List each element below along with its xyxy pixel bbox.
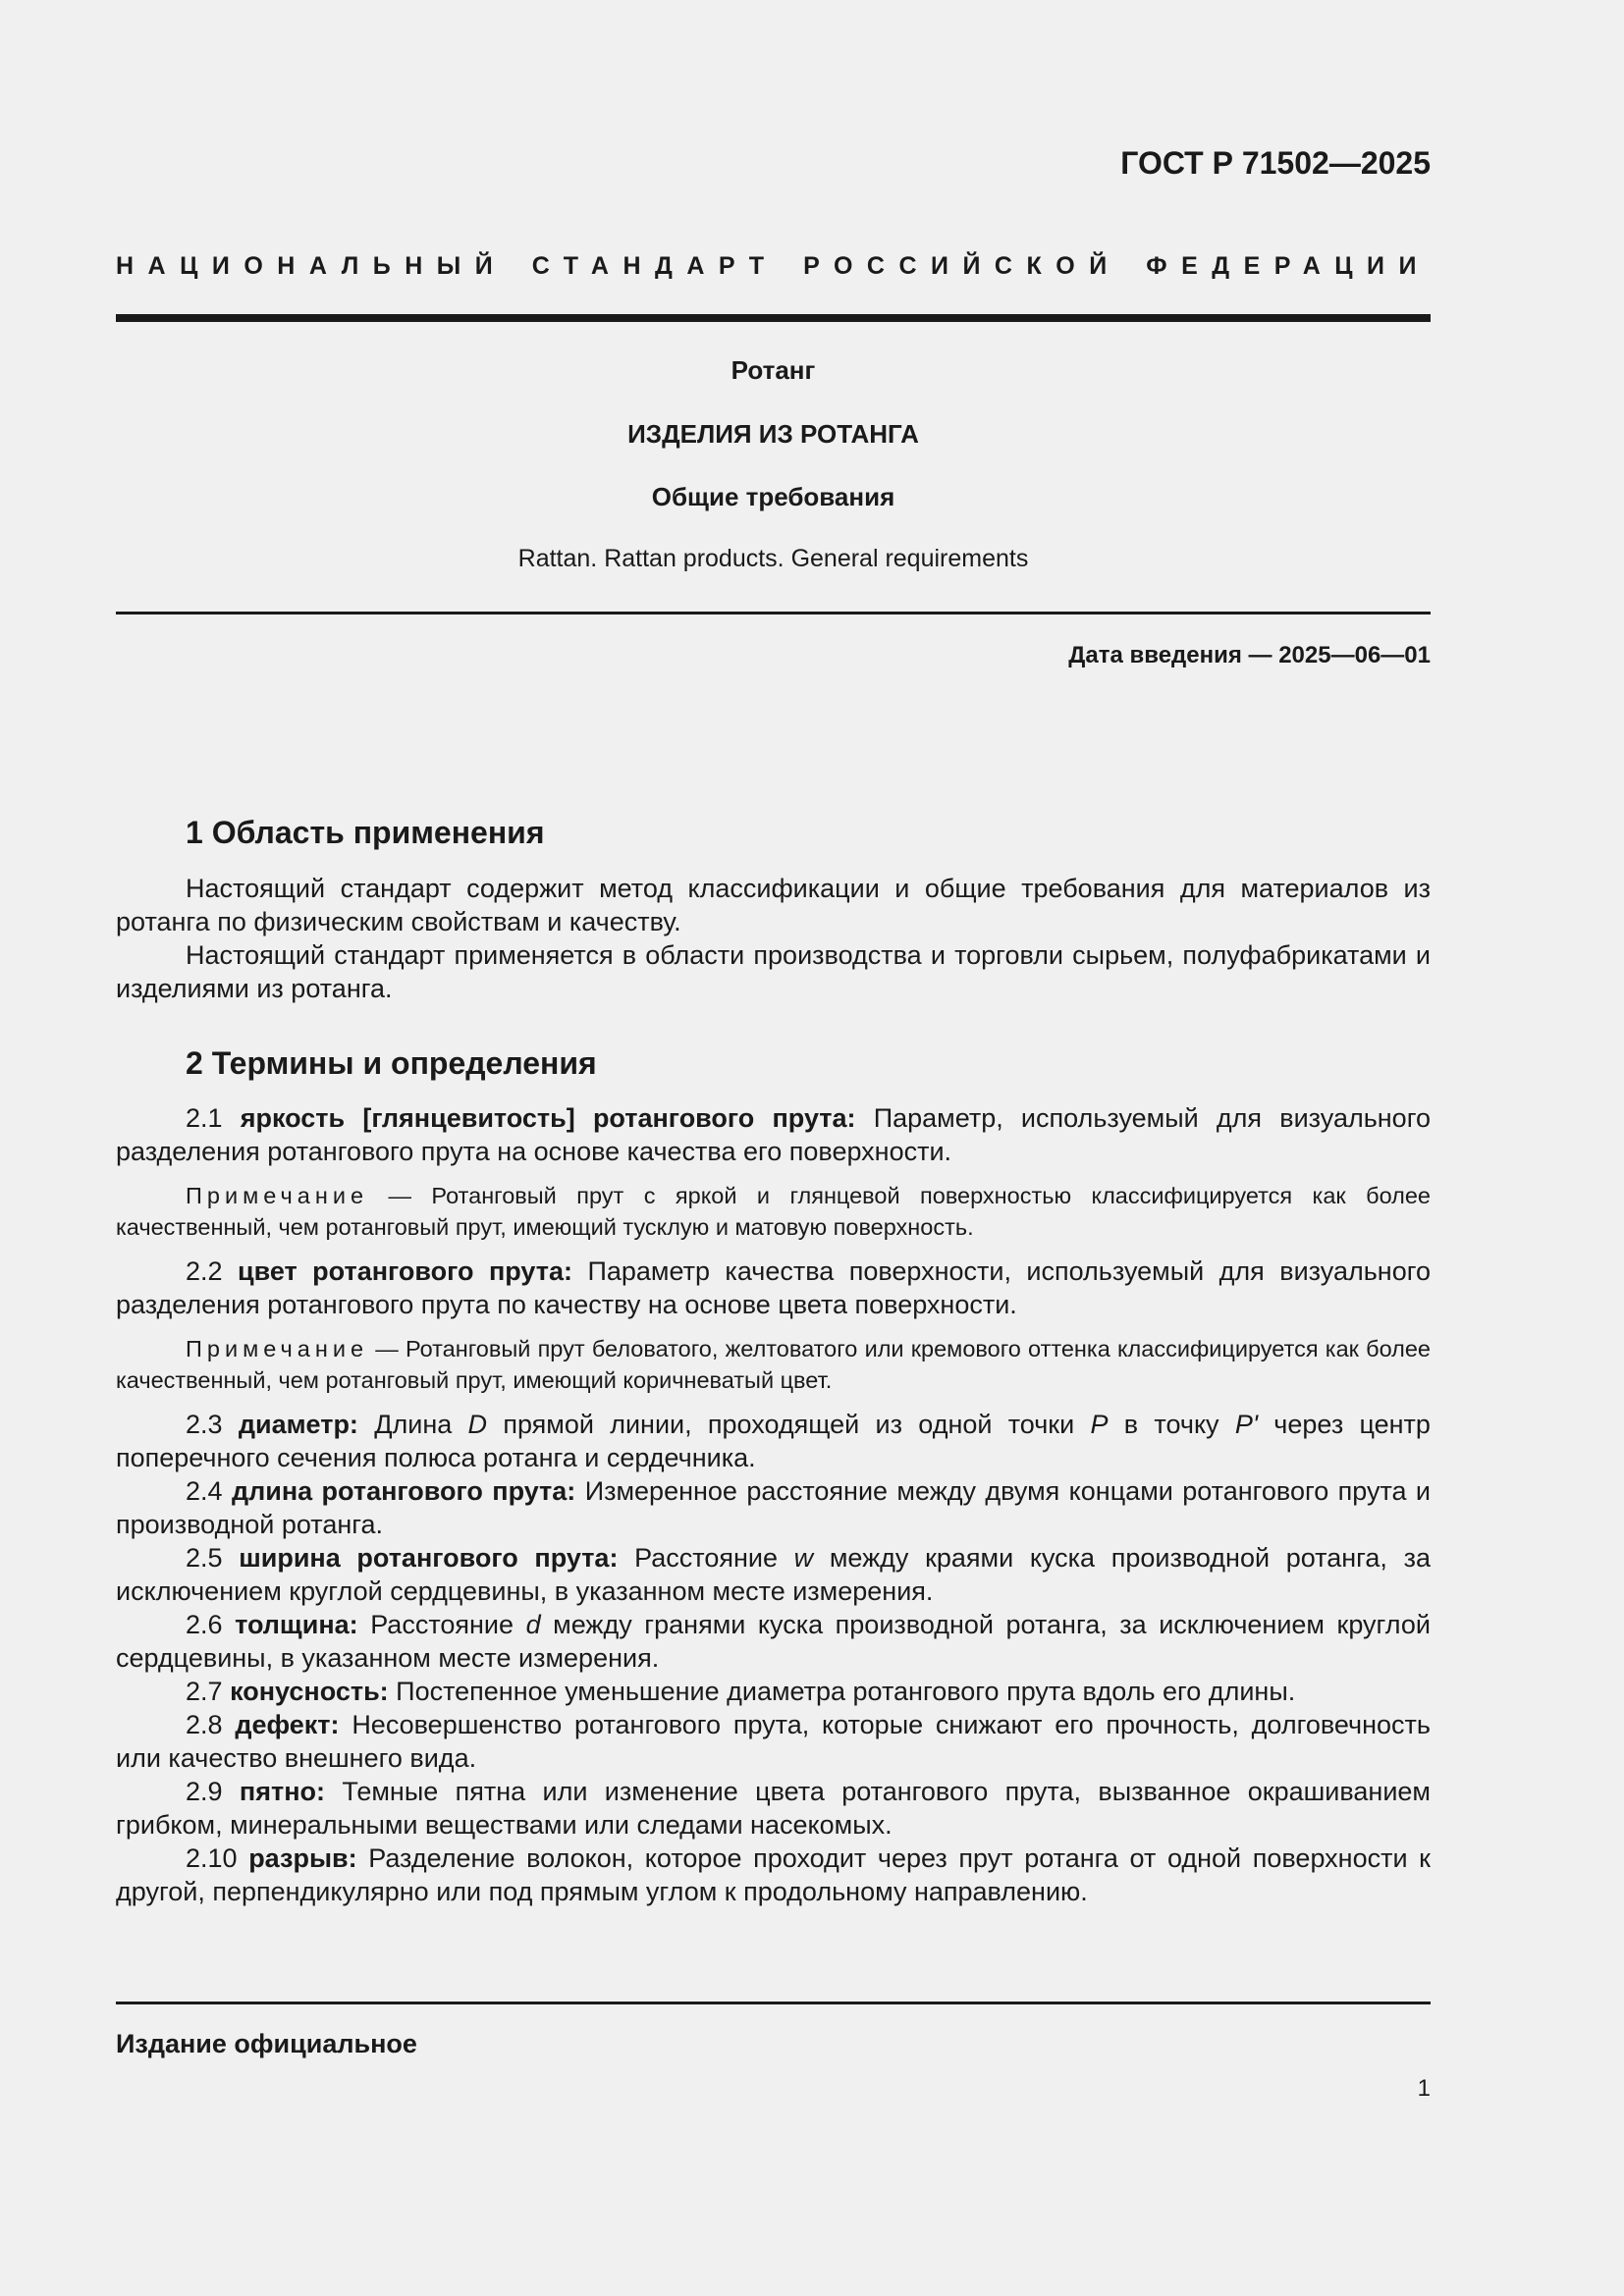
footer-divider [116, 2002, 1431, 2004]
symbol-d: d [525, 1610, 541, 1639]
note-label: Примечание [186, 1183, 369, 1208]
term-number: 2.6 [186, 1610, 223, 1639]
term-name: цвет ротангового прута: [238, 1256, 572, 1286]
term-definition: Расстояние [370, 1610, 514, 1639]
term-name: яркость [глянцевитость] ротангового прута: [240, 1103, 856, 1133]
term-2-1 [116, 1101, 1431, 1168]
national-standard-banner [116, 252, 1431, 281]
banner-word: ФЕДЕРАЦИИ [1146, 252, 1431, 280]
section-2-body [116, 1101, 1431, 1908]
note-2-2 [116, 1333, 1431, 1396]
banner-word: НАЦИОНАЛЬНЫЙ [116, 252, 508, 280]
term-definition: через центр поперечного сечения полюса ротанга и сердечника. [116, 1410, 1431, 1472]
term-definition: Разделение волокон, которое проходит через прут ротанга от одной поверхности к другой, перпендикулярно или под прямым углом к продольному направлению. [116, 1843, 1431, 1906]
term-number: 2.10 [186, 1843, 238, 1873]
term-definition: между краями куска производной ротанга, за исключением круглой сердцевины, в указанном месте измерения. [116, 1543, 1431, 1606]
term-definition: Постепенное уменьшение диаметра ротангового прута вдоль его длины. [396, 1677, 1296, 1706]
term-number: 2.7 [186, 1677, 223, 1706]
term-name: пятно: [239, 1777, 325, 1806]
term-name: диаметр: [238, 1410, 358, 1439]
effective-date: Дата введения — 2025—06—01 [1068, 642, 1431, 668]
term-name: длина ротангового прута: [231, 1476, 576, 1506]
term-name: дефект: [235, 1710, 340, 1739]
term-definition: Параметр, используемый для визуального разделения ротангового прута на основе качества его поверхности. [116, 1103, 1431, 1166]
term-definition: Несовершенство ротангового прута, которые снижают его прочность, долговечность или качество внешнего вида. [116, 1710, 1431, 1773]
symbol-D: D [467, 1410, 488, 1439]
paragraph: Настоящий стандарт содержит метод классификации и общие требования для материалов из ротанга по физическим свойствам и качеству. [116, 874, 1431, 936]
term-number: 2.3 [186, 1410, 223, 1439]
symbol-P-prime: P' [1234, 1410, 1259, 1439]
term-number: 2.9 [186, 1777, 223, 1806]
section-1-body [116, 872, 1431, 1005]
paragraph: Настоящий стандарт применяется в области производства и торговли сырьем, полуфабрикатами и изделиями из ротанга. [116, 940, 1431, 1003]
term-name: разрыв: [248, 1843, 357, 1873]
term-definition: Измеренное расстояние между двумя концами ротангового прута и производной ротанга. [116, 1476, 1431, 1539]
document-number: ГОСТ Р 71502—2025 [1120, 145, 1431, 181]
page-number: 1 [1417, 2075, 1431, 2102]
term-2-5 [116, 1541, 1431, 1608]
term-number: 2.1 [186, 1103, 223, 1133]
banner-word: РОССИЙСКОЙ [803, 252, 1121, 280]
banner-word: СТАНДАРТ [531, 252, 779, 280]
term-2-6 [116, 1608, 1431, 1675]
note-label: Примечание [186, 1336, 369, 1362]
term-definition: в точку [1123, 1410, 1219, 1439]
symbol-P: P [1090, 1410, 1109, 1439]
section-2-heading: 2 Термины и определения [186, 1045, 597, 1081]
term-2-2 [116, 1255, 1431, 1321]
term-name: конусность: [230, 1677, 389, 1706]
term-number: 2.5 [186, 1543, 223, 1573]
title-subject: Ротанг [731, 355, 816, 385]
term-definition: Длина [374, 1410, 453, 1439]
term-2-7 [116, 1675, 1431, 1708]
title-divider [116, 612, 1431, 614]
header-divider [116, 314, 1431, 322]
term-2-4 [116, 1474, 1431, 1541]
section-1-heading: 1 Область применения [186, 815, 545, 850]
official-edition-label: Издание официальное [116, 2029, 417, 2058]
term-number: 2.2 [186, 1256, 223, 1286]
term-2-10 [116, 1842, 1431, 1908]
term-name: ширина ротангового прута: [239, 1543, 619, 1573]
term-2-8 [116, 1708, 1431, 1775]
term-number: 2.4 [186, 1476, 223, 1506]
note-2-1 [116, 1180, 1431, 1243]
term-definition: Расстояние [634, 1543, 778, 1573]
term-definition: между гранями куска производной ротанга, за исключением круглой сердцевины, в указанном месте измерения. [116, 1610, 1431, 1673]
term-2-3 [116, 1408, 1431, 1474]
term-definition: прямой линии, проходящей из одной точки [503, 1410, 1075, 1439]
note-text: — Ротанговый прут с яркой и глянцевой поверхностью классифицируется как более качественный, чем ротанговый прут, имеющий тусклую и матовую поверхность. [116, 1183, 1431, 1240]
title-sub: Общие требования [651, 482, 895, 511]
note-text: — Ротанговый прут беловатого, желтоватого или кремового оттенка классифицируется как более качественный, чем ротанговый прут, имеющий коричневатый цвет. [116, 1336, 1431, 1393]
symbol-w: w [793, 1543, 814, 1573]
term-number: 2.8 [186, 1710, 223, 1739]
title-english: Rattan. Rattan products. General requirements [517, 545, 1029, 572]
term-name: толщина: [235, 1610, 358, 1639]
term-2-9 [116, 1775, 1431, 1842]
title-main: ИЗДЕЛИЯ ИЗ РОТАНГА [627, 419, 919, 449]
term-definition: Темные пятна или изменение цвета ротангового прута, вызванное окрашиванием грибком, минеральными веществами или следами насекомых. [116, 1777, 1431, 1840]
term-definition: Параметр качества поверхности, используемый для визуального разделения ротангового прута по качеству на основе цвета поверхности. [116, 1256, 1431, 1319]
